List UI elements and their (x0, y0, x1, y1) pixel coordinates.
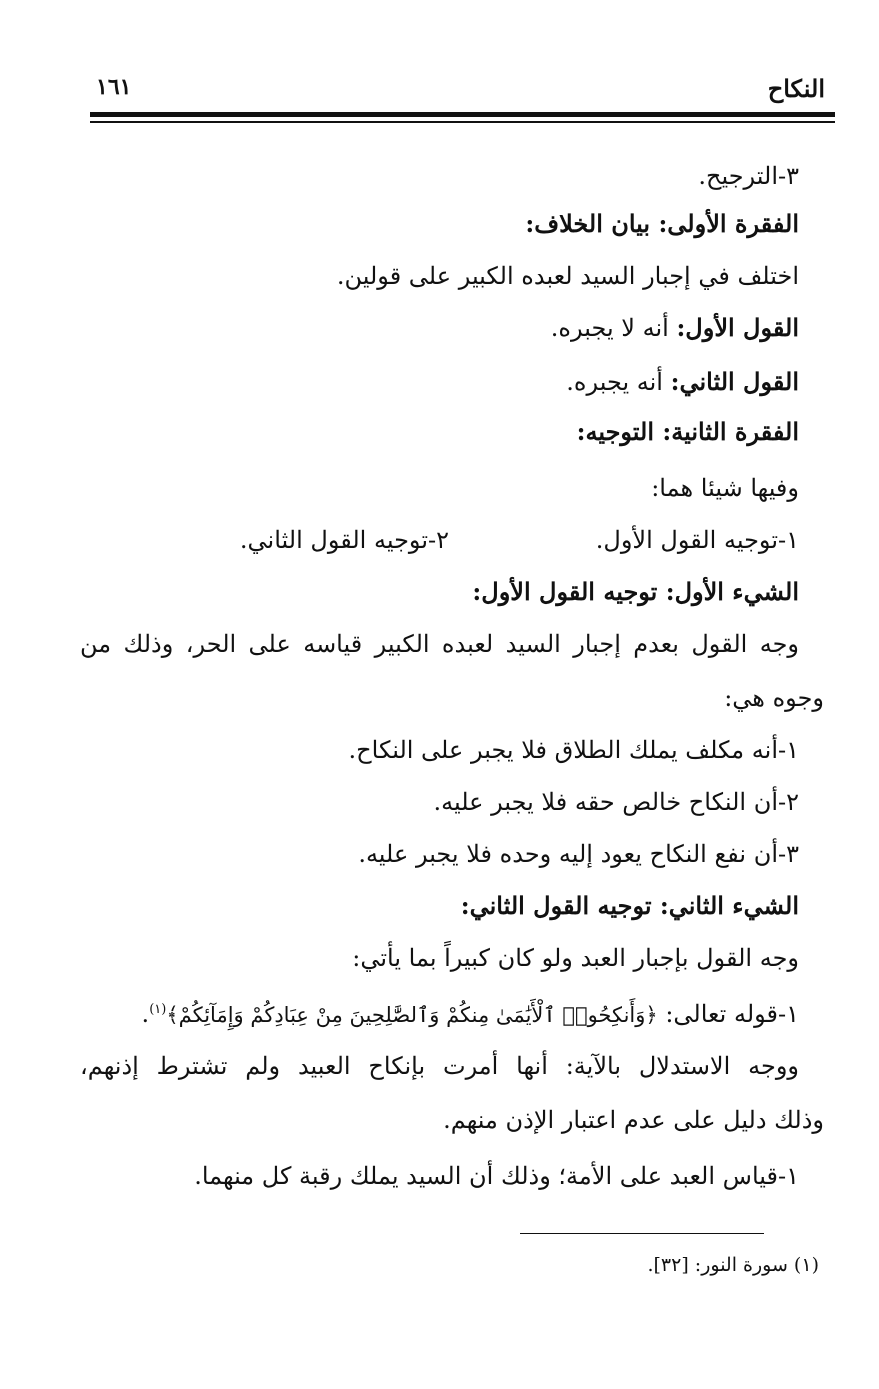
header-rule-thick (90, 112, 835, 117)
page-number: ١٦١ (96, 74, 132, 100)
list-item: ١-قياس العبد على الأمة؛ وذلك أن السيد يملك رقبة كل منهما. (194, 1162, 799, 1190)
quran-citation-line (142, 992, 799, 1033)
section-heading: الفقرة الأولى: بيان الخلاف: (525, 209, 799, 238)
list-item: ١-أنه مكلف يملك الطلاق فلا يجبر على النكاح. (348, 736, 799, 764)
text-line: اختلف في إجبار السيد لعبده الكبير على قولين. (336, 262, 799, 290)
list-item: ٣-أن نفع النكاح يعود إليه وحده فلا يجبر عليه. (358, 840, 799, 868)
quran-verse: ﴿وَأَنكِحُوا۟ ٱلْأَيَٰمَىٰ مِنكُمْ وَٱلصَّٰلِحِينَ مِنْ عِبَادِكُمْ وَإِمَآئِكُمْ﴾ (166, 1003, 658, 1027)
paragraph-line: وجه القول بعدم إجبار السيد لعبده الكبير قياسه على الحر، وذلك من (80, 630, 800, 658)
opinion-text: أنه يجبره. (566, 368, 663, 396)
paragraph-line: ووجه الاستدلال بالآية: أنها أمرت بإنكاح العبيد ولم تشترط إذنهم، (80, 1052, 799, 1080)
paragraph-line: وجوه هي: (724, 684, 824, 712)
section-heading: الشيء الثاني: توجيه القول الثاني: (460, 891, 799, 920)
opinion-label: القول الثاني: (670, 367, 799, 396)
footnote: (١) سورة النور: [٣٢]. (647, 1254, 819, 1276)
chapter-title: النكاح (767, 74, 825, 103)
header-rule-thin (90, 121, 835, 123)
page-header (96, 74, 825, 108)
section-heading: الشيء الأول: توجيه القول الأول: (472, 577, 799, 606)
opinion-line (551, 310, 799, 346)
text-line: وفيها شيئا هما: (651, 474, 799, 502)
paragraph-line: وذلك دليل على عدم اعتبار الإذن منهم. (443, 1106, 824, 1134)
section-heading: الفقرة الثانية: التوجيه: (576, 417, 799, 446)
citation-lead: ١-قوله تعالى: (665, 1000, 799, 1028)
opinion-line (566, 364, 799, 400)
citation-end: . (141, 1000, 150, 1028)
opinion-label: القول الأول: (676, 313, 799, 342)
text-line: ٣-الترجيح. (698, 162, 799, 190)
list-item: ٢-توجيه القول الثاني. (239, 526, 449, 554)
list-item: ١-توجيه القول الأول. (595, 526, 799, 554)
footnote-separator (520, 1233, 764, 1234)
list-item: ٢-أن النكاح خالص حقه فلا يجبر عليه. (433, 788, 799, 816)
footnote-ref: (١) (149, 1002, 167, 1017)
opinion-text: أنه لا يجبره. (550, 314, 669, 342)
text-line: وجه القول بإجبار العبد ولو كان كبيراً بما يأتي: (352, 944, 799, 972)
